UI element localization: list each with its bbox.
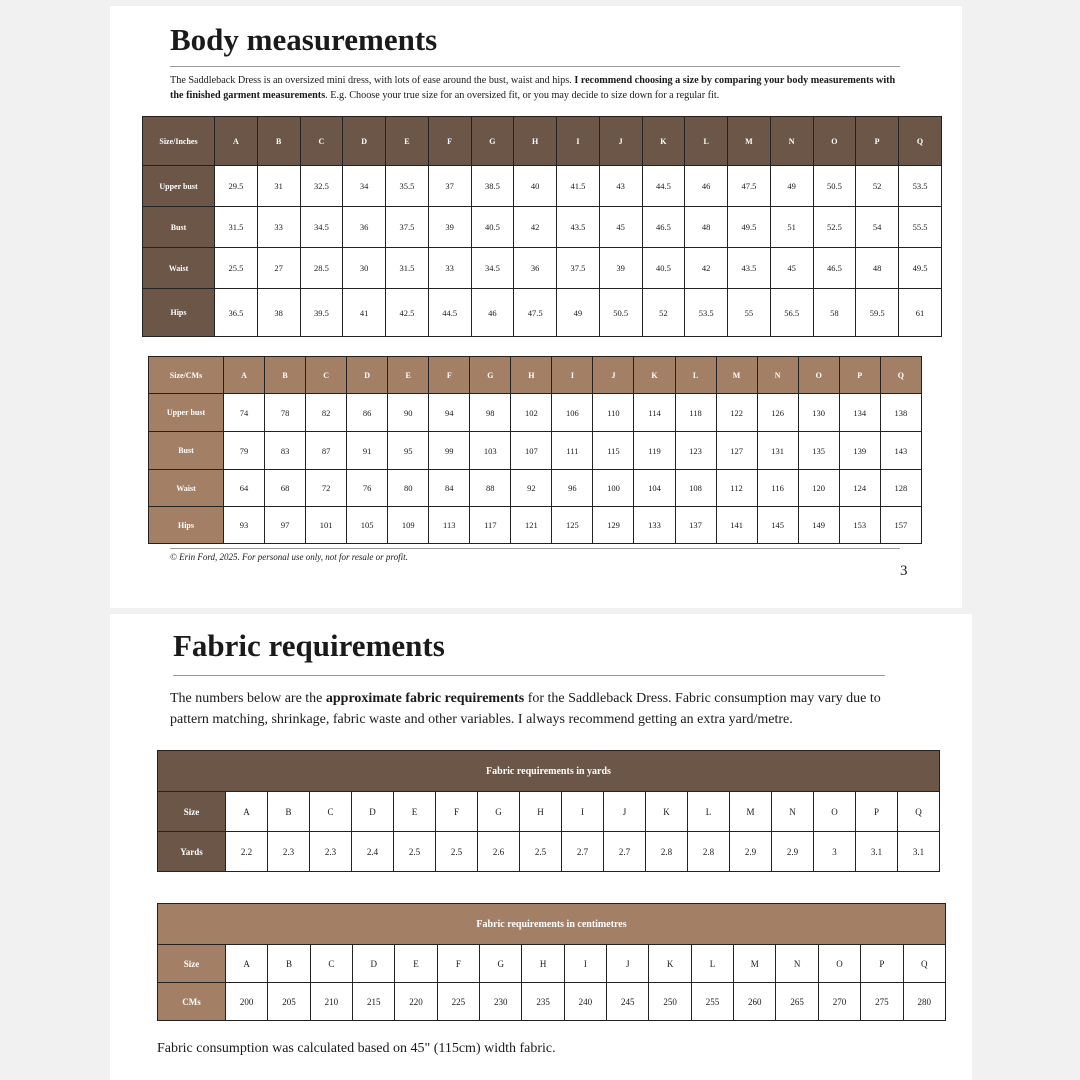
value-cell: 2.9 — [730, 832, 772, 872]
measurement-cell: 106 — [552, 394, 593, 432]
value-cell: 275 — [861, 983, 903, 1021]
size-cell: G — [480, 945, 522, 983]
measurement-cell: 98 — [470, 394, 511, 432]
size-header-cell: K — [634, 357, 675, 394]
value-cell: 280 — [903, 983, 946, 1021]
page-title: Fabric requirements — [173, 628, 445, 663]
value-cell: 3 — [814, 832, 856, 872]
measurement-cell: 56.5 — [770, 289, 813, 337]
measurement-cell: 53.5 — [685, 289, 728, 337]
intro-text — [170, 688, 905, 730]
measurement-cell: 130 — [798, 394, 839, 432]
size-header-cell: P — [839, 357, 880, 394]
measurement-cell: 28.5 — [300, 248, 343, 289]
table-caption: Fabric requirements in centimetres — [158, 904, 946, 945]
measurement-cell: 123 — [675, 432, 716, 470]
value-cell: 215 — [353, 983, 395, 1021]
measurement-cell: 100 — [593, 470, 634, 507]
measurement-cell: 32.5 — [300, 166, 343, 207]
size-cell: P — [856, 792, 898, 832]
measurement-row — [149, 394, 922, 432]
measurement-cell: 141 — [716, 507, 757, 544]
measurement-cell: 91 — [347, 432, 388, 470]
measurement-cell: 84 — [429, 470, 470, 507]
size-label: Size — [158, 792, 226, 832]
measurement-cell: 51 — [770, 207, 813, 248]
measurement-cell: 31 — [257, 166, 300, 207]
measurement-cell: 120 — [798, 470, 839, 507]
measurement-cell: 37.5 — [557, 248, 600, 289]
fabric-cm-table — [157, 903, 946, 1021]
measurement-row — [149, 470, 922, 507]
measurement-cell: 122 — [716, 394, 757, 432]
measurement-cell: 37.5 — [386, 207, 429, 248]
value-cell: 200 — [226, 983, 268, 1021]
row-label: Hips — [149, 507, 224, 544]
measurement-cell: 145 — [757, 507, 798, 544]
measurement-cell: 96 — [552, 470, 593, 507]
row-label: Bust — [143, 207, 215, 248]
value-cell: 2.3 — [268, 832, 310, 872]
measurement-cell: 50.5 — [813, 166, 856, 207]
value-cell: 230 — [480, 983, 522, 1021]
value-cell: 3.1 — [898, 832, 940, 872]
size-cell: O — [814, 792, 856, 832]
measurement-cell: 40.5 — [471, 207, 514, 248]
yards-label: Yards — [158, 832, 226, 872]
value-cell: 2.5 — [520, 832, 562, 872]
measurement-cell: 34.5 — [471, 248, 514, 289]
measurement-cell: 82 — [306, 394, 347, 432]
size-cell: I — [564, 945, 606, 983]
value-cell: 220 — [395, 983, 437, 1021]
row-label: Waist — [143, 248, 215, 289]
value-cell: 235 — [522, 983, 564, 1021]
measurement-cell: 31.5 — [215, 207, 258, 248]
size-cell: M — [730, 792, 772, 832]
measurement-cell: 39 — [599, 248, 642, 289]
measurement-cell: 115 — [593, 432, 634, 470]
measurement-cell: 107 — [511, 432, 552, 470]
measurement-cell: 105 — [347, 507, 388, 544]
size-header-cell: M — [716, 357, 757, 394]
measurement-cell: 50.5 — [599, 289, 642, 337]
measurement-cell: 83 — [265, 432, 306, 470]
measurement-cell: 112 — [716, 470, 757, 507]
size-header-cell: G — [471, 117, 514, 166]
measurement-cell: 68 — [265, 470, 306, 507]
measurement-cell: 49 — [770, 166, 813, 207]
size-header-cell: C — [300, 117, 343, 166]
size-header-row — [143, 117, 942, 166]
row-label: Hips — [143, 289, 215, 337]
measurement-cell: 49 — [557, 289, 600, 337]
size-cell: F — [437, 945, 479, 983]
row-label: Bust — [149, 432, 224, 470]
size-header-cell: H — [514, 117, 557, 166]
title-divider — [170, 66, 900, 67]
size-cell: O — [818, 945, 860, 983]
size-cell: Q — [898, 792, 940, 832]
measurement-row — [143, 248, 942, 289]
measurement-cell: 114 — [634, 394, 675, 432]
measurement-cell: 37 — [428, 166, 471, 207]
measurement-cell: 47.5 — [728, 166, 771, 207]
size-header-cell: G — [470, 357, 511, 394]
page-fabric-requirements — [110, 614, 972, 1080]
size-cell: K — [649, 945, 691, 983]
size-cell: J — [607, 945, 649, 983]
measurement-cell: 42 — [514, 207, 557, 248]
row-label: Waist — [149, 470, 224, 507]
measurement-cell: 64 — [224, 470, 265, 507]
value-cell: 245 — [607, 983, 649, 1021]
measurement-cell: 46 — [471, 289, 514, 337]
size-header-cell: J — [599, 117, 642, 166]
size-cell: H — [522, 945, 564, 983]
size-cell: Q — [903, 945, 946, 983]
measurement-cell: 119 — [634, 432, 675, 470]
measurement-cell: 45 — [770, 248, 813, 289]
measurement-cell: 34 — [343, 166, 386, 207]
row-label: Upper bust — [149, 394, 224, 432]
size-header-cell: F — [428, 117, 471, 166]
value-cell: 2.7 — [562, 832, 604, 872]
size-cell: D — [352, 792, 394, 832]
size-header-cell: P — [856, 117, 899, 166]
measurement-cell: 36 — [514, 248, 557, 289]
measurement-cell: 139 — [839, 432, 880, 470]
size-header-cell: D — [347, 357, 388, 394]
measurement-row — [143, 166, 942, 207]
measurement-cell: 29.5 — [215, 166, 258, 207]
value-cell: 270 — [818, 983, 860, 1021]
measurement-cell: 88 — [470, 470, 511, 507]
value-cell: 2.9 — [772, 832, 814, 872]
size-header-cell: B — [265, 357, 306, 394]
size-header-cell: B — [257, 117, 300, 166]
size-header-cell: C — [306, 357, 347, 394]
measurement-cell: 135 — [798, 432, 839, 470]
fabric-width-note: Fabric consumption was calculated based on 45" (115cm) width fabric. — [157, 1041, 556, 1056]
size-cell: C — [310, 792, 352, 832]
measurement-cell: 49.5 — [899, 248, 942, 289]
measurement-cell: 110 — [593, 394, 634, 432]
intro-text — [170, 73, 905, 103]
value-cell: 240 — [564, 983, 606, 1021]
measurement-cell: 104 — [634, 470, 675, 507]
size-cell: E — [395, 945, 437, 983]
measurement-cell: 39 — [428, 207, 471, 248]
page-title: Body measurements — [170, 22, 438, 57]
size-cell: B — [268, 945, 310, 983]
size-cell: I — [562, 792, 604, 832]
size-header-cell: E — [388, 357, 429, 394]
size-header-cell: L — [685, 117, 728, 166]
measurement-cell: 43.5 — [557, 207, 600, 248]
measurement-cell: 118 — [675, 394, 716, 432]
size-header-row — [149, 357, 922, 394]
measurement-cell: 49.5 — [728, 207, 771, 248]
size-header-cell: Q — [899, 117, 942, 166]
measurement-cell: 117 — [470, 507, 511, 544]
size-header-cell: M — [728, 117, 771, 166]
measurement-cell: 127 — [716, 432, 757, 470]
size-header-cell: O — [798, 357, 839, 394]
measurement-cell: 46.5 — [813, 248, 856, 289]
measurement-cell: 95 — [388, 432, 429, 470]
measurement-cell: 101 — [306, 507, 347, 544]
measurement-cell: 126 — [757, 394, 798, 432]
measurement-cell: 44.5 — [428, 289, 471, 337]
measurement-row — [149, 432, 922, 470]
measurement-cell: 35.5 — [386, 166, 429, 207]
size-header-cell: H — [511, 357, 552, 394]
size-cell: D — [353, 945, 395, 983]
measurement-cell: 59.5 — [856, 289, 899, 337]
value-cell: 2.6 — [478, 832, 520, 872]
size-header-cell: N — [757, 357, 798, 394]
measurement-cell: 121 — [511, 507, 552, 544]
intro-emphasis: approximate fabric requirements — [325, 691, 525, 706]
value-cell: 210 — [310, 983, 352, 1021]
measurement-cell: 40.5 — [642, 248, 685, 289]
size-cell: G — [478, 792, 520, 832]
measurement-row — [149, 507, 922, 544]
body-measurements-inches-table — [142, 116, 942, 337]
value-cell: 3.1 — [856, 832, 898, 872]
size-header-cell: I — [557, 117, 600, 166]
value-cell: 225 — [437, 983, 479, 1021]
measurement-cell: 128 — [880, 470, 921, 507]
size-label: Size — [158, 945, 226, 983]
measurement-cell: 103 — [470, 432, 511, 470]
measurement-cell: 42 — [685, 248, 728, 289]
measurement-cell: 55 — [728, 289, 771, 337]
measurement-cell: 131 — [757, 432, 798, 470]
intro-emphasis: I recommend choosing a size by comparing your body measurements with the finished garment measurements — [170, 75, 896, 101]
measurement-cell: 54 — [856, 207, 899, 248]
size-cell: A — [226, 792, 268, 832]
measurement-cell: 31.5 — [386, 248, 429, 289]
page-number: 3 — [900, 563, 908, 579]
caption-row — [158, 751, 940, 792]
measurement-cell: 76 — [347, 470, 388, 507]
measurement-cell: 133 — [634, 507, 675, 544]
measurement-cell: 55.5 — [899, 207, 942, 248]
measurement-cell: 44.5 — [642, 166, 685, 207]
measurement-cell: 41.5 — [557, 166, 600, 207]
size-cell: E — [394, 792, 436, 832]
value-cell: 2.5 — [436, 832, 478, 872]
measurement-cell: 38 — [257, 289, 300, 337]
measurement-cell: 125 — [552, 507, 593, 544]
measurement-cell: 93 — [224, 507, 265, 544]
size-header-cell: K — [642, 117, 685, 166]
measurement-cell: 45 — [599, 207, 642, 248]
measurement-cell: 87 — [306, 432, 347, 470]
value-cell: 2.4 — [352, 832, 394, 872]
size-cell: C — [310, 945, 352, 983]
measurement-cell: 27 — [257, 248, 300, 289]
measurement-cell: 111 — [552, 432, 593, 470]
measurement-cell: 53.5 — [899, 166, 942, 207]
measurement-cell: 74 — [224, 394, 265, 432]
measurement-cell: 116 — [757, 470, 798, 507]
size-header-cell: A — [215, 117, 258, 166]
measurement-cell: 124 — [839, 470, 880, 507]
table-corner: Size/CMs — [149, 357, 224, 394]
fabric-yards-table — [157, 750, 940, 872]
size-header-cell: E — [386, 117, 429, 166]
measurement-cell: 33 — [257, 207, 300, 248]
table-caption: Fabric requirements in yards — [158, 751, 940, 792]
measurement-cell: 129 — [593, 507, 634, 544]
row-label: Upper bust — [143, 166, 215, 207]
measurement-cell: 134 — [839, 394, 880, 432]
yards-row — [158, 832, 940, 872]
body-measurements-cms-table — [148, 356, 922, 544]
size-cell: N — [772, 792, 814, 832]
value-cell: 250 — [649, 983, 691, 1021]
intro-part: for the Saddleback Dress. Fabric consumption may vary due to pattern matching, shrinkage, fabric waste and other variables. I always recommend getting an extra yard/metre. — [170, 691, 881, 727]
size-cell: B — [268, 792, 310, 832]
size-header-cell: Q — [880, 357, 921, 394]
measurement-cell: 108 — [675, 470, 716, 507]
measurement-cell: 99 — [429, 432, 470, 470]
measurement-cell: 43.5 — [728, 248, 771, 289]
intro-part: . E.g. Choose your true size for an oversized fit, or you may decide to size down for a regular fit. — [325, 90, 720, 101]
size-cell: J — [604, 792, 646, 832]
measurement-cell: 46.5 — [642, 207, 685, 248]
size-header-cell: J — [593, 357, 634, 394]
value-cell: 2.8 — [646, 832, 688, 872]
measurement-cell: 47.5 — [514, 289, 557, 337]
measurement-cell: 48 — [856, 248, 899, 289]
measurement-cell: 143 — [880, 432, 921, 470]
size-header-cell: F — [429, 357, 470, 394]
measurement-cell: 138 — [880, 394, 921, 432]
size-cell: K — [646, 792, 688, 832]
measurement-cell: 157 — [880, 507, 921, 544]
size-header-cell: I — [552, 357, 593, 394]
value-cell: 205 — [268, 983, 310, 1021]
value-cell: 265 — [776, 983, 818, 1021]
measurement-cell: 33 — [428, 248, 471, 289]
measurement-cell: 113 — [429, 507, 470, 544]
measurement-cell: 34.5 — [300, 207, 343, 248]
footer-divider — [170, 548, 900, 549]
copyright-text: © Erin Ford, 2025. For personal use only, not for resale or profit. — [170, 552, 408, 562]
measurement-cell: 109 — [388, 507, 429, 544]
measurement-cell: 79 — [224, 432, 265, 470]
cms-row — [158, 983, 946, 1021]
value-cell: 2.3 — [310, 832, 352, 872]
measurement-cell: 25.5 — [215, 248, 258, 289]
size-cell: M — [734, 945, 776, 983]
size-cell: H — [520, 792, 562, 832]
measurement-cell: 52 — [856, 166, 899, 207]
value-cell: 2.7 — [604, 832, 646, 872]
cms-label: CMs — [158, 983, 226, 1021]
title-divider — [173, 675, 885, 676]
page-body-measurements — [110, 6, 962, 608]
measurement-cell: 102 — [511, 394, 552, 432]
size-cell: F — [436, 792, 478, 832]
table-corner: Size/Inches — [143, 117, 215, 166]
measurement-cell: 52.5 — [813, 207, 856, 248]
measurement-cell: 36 — [343, 207, 386, 248]
measurement-cell: 58 — [813, 289, 856, 337]
size-header-cell: A — [224, 357, 265, 394]
measurement-cell: 153 — [839, 507, 880, 544]
measurement-cell: 42.5 — [386, 289, 429, 337]
measurement-row — [143, 207, 942, 248]
measurement-cell: 90 — [388, 394, 429, 432]
measurement-cell: 39.5 — [300, 289, 343, 337]
size-cell: N — [776, 945, 818, 983]
measurement-cell: 40 — [514, 166, 557, 207]
measurement-cell: 149 — [798, 507, 839, 544]
measurement-cell: 92 — [511, 470, 552, 507]
measurement-cell: 61 — [899, 289, 942, 337]
value-cell: 2.2 — [226, 832, 268, 872]
size-cell: L — [691, 945, 733, 983]
measurement-cell: 86 — [347, 394, 388, 432]
size-row — [158, 945, 946, 983]
measurement-cell: 52 — [642, 289, 685, 337]
intro-part: The Saddleback Dress is an oversized mini dress, with lots of ease around the bust, waist and hips. — [170, 75, 575, 86]
measurement-cell: 72 — [306, 470, 347, 507]
measurement-cell: 48 — [685, 207, 728, 248]
intro-part: The numbers below are the — [170, 691, 326, 706]
size-cell: A — [226, 945, 268, 983]
measurement-cell: 30 — [343, 248, 386, 289]
value-cell: 2.8 — [688, 832, 730, 872]
measurement-cell: 94 — [429, 394, 470, 432]
value-cell: 255 — [691, 983, 733, 1021]
measurement-cell: 137 — [675, 507, 716, 544]
size-header-cell: D — [343, 117, 386, 166]
measurement-cell: 36.5 — [215, 289, 258, 337]
measurement-cell: 46 — [685, 166, 728, 207]
measurement-cell: 38.5 — [471, 166, 514, 207]
size-cell: P — [861, 945, 903, 983]
measurement-cell: 43 — [599, 166, 642, 207]
measurement-cell: 41 — [343, 289, 386, 337]
value-cell: 2.5 — [394, 832, 436, 872]
size-row — [158, 792, 940, 832]
measurement-cell: 97 — [265, 507, 306, 544]
size-header-cell: O — [813, 117, 856, 166]
measurement-row — [143, 289, 942, 337]
size-header-cell: L — [675, 357, 716, 394]
size-header-cell: N — [770, 117, 813, 166]
measurement-cell: 78 — [265, 394, 306, 432]
caption-row — [158, 904, 946, 945]
size-cell: L — [688, 792, 730, 832]
value-cell: 260 — [734, 983, 776, 1021]
measurement-cell: 80 — [388, 470, 429, 507]
